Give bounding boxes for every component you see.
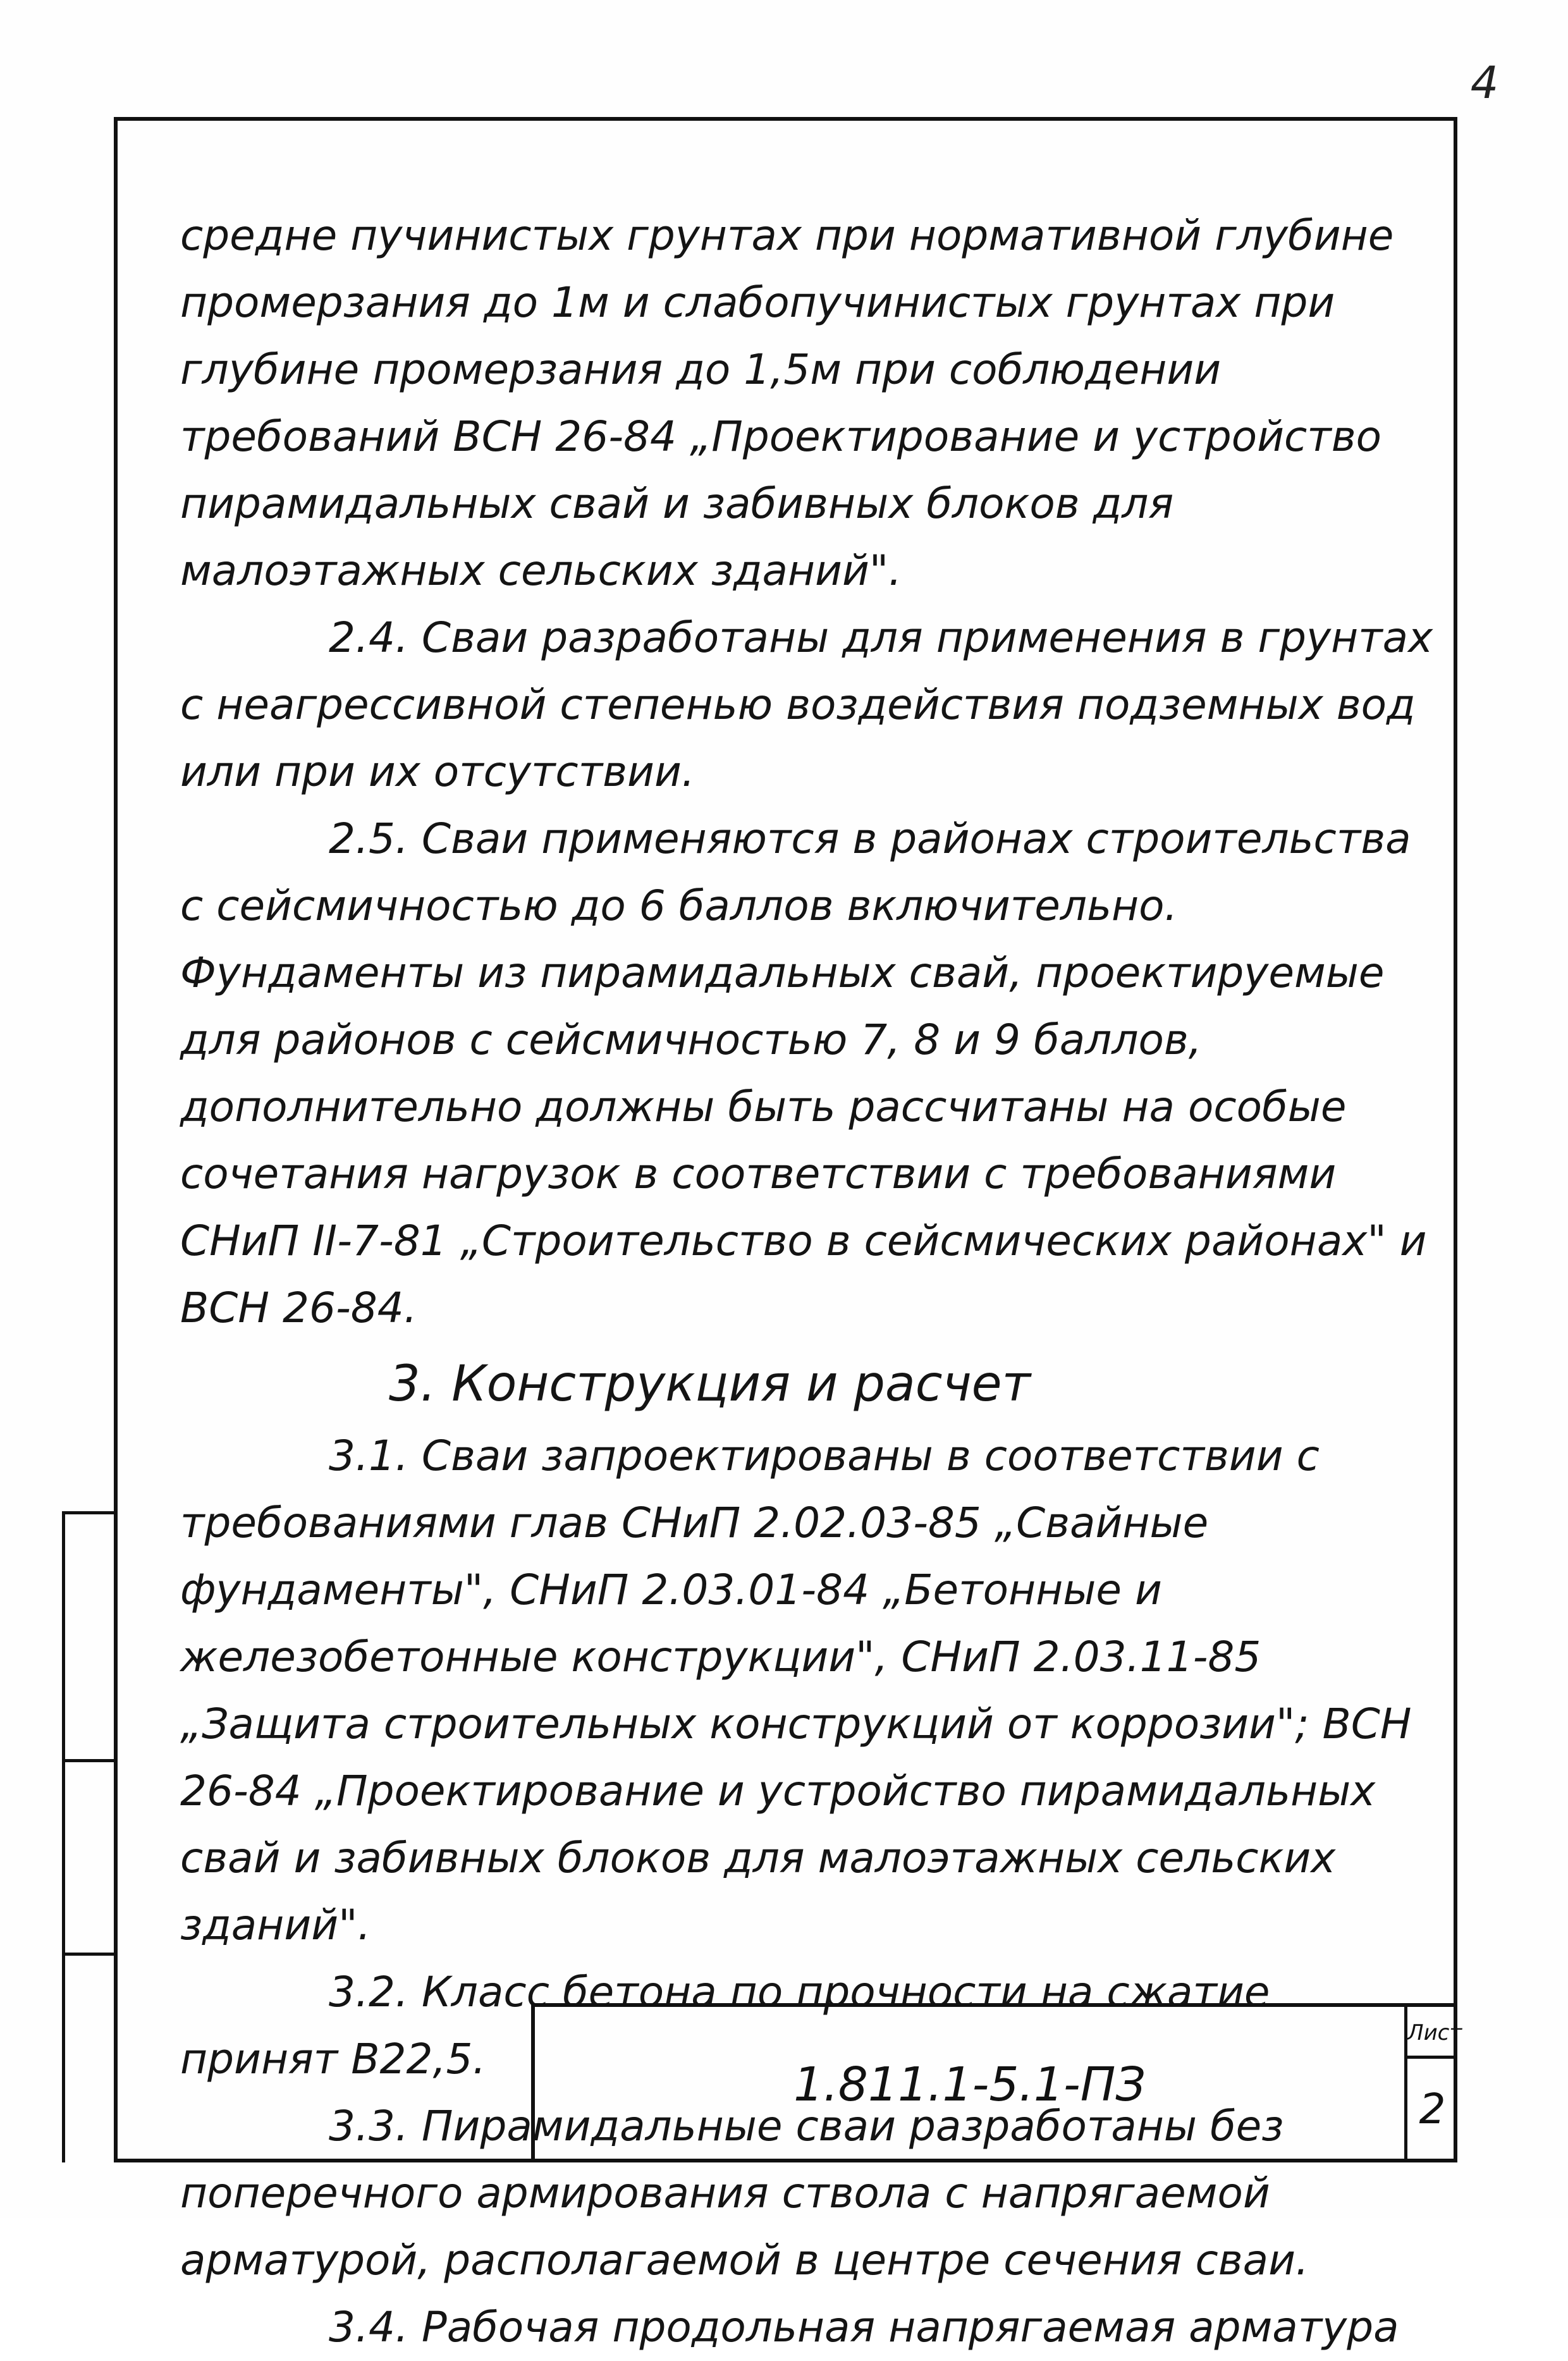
binding-divider <box>65 1953 117 1956</box>
title-block <box>531 2003 1462 2162</box>
paragraph-continuation: средне пучинистых грунтах при нормативной глубине промерзания до 1м и слабопучинистых грунтах при глубине промерзания до 1,5м при соблюдении требований ВСН 26-84 „Проектирование и устройство пирамидальных свай и забивных блоков для малоэтажных сельских зданий". <box>180 211 1394 595</box>
sheet-value: 2 <box>1419 2085 1446 2133</box>
paragraph-3-3: 3.3. Пирамидальные сваи разработаны без поперечного армирования ствола с напрягаемой арматурой, располагаемой в центре сечения сваи. <box>180 2102 1309 2284</box>
binding-strip <box>62 1511 114 2162</box>
binding-divider <box>65 1511 117 1514</box>
paragraph-2-5: 2.5. Сваи применяются в районах строительства с сейсмичностью до 6 баллов включительно. Фундаменты из пирамидальных свай, проектируемые для районов с сейсмичностью 7, 8 и 9 баллов, дополнительно должны быть рассчитаны на особые сочетания нагрузок в соответствии с требованиями СНиП II-7-81 „Строительство в сейсмических районах" и ВСН 26-84. <box>180 814 1427 1332</box>
sheet-cell <box>1404 2007 1462 2162</box>
paragraph-3-1: 3.1. Сваи запроектированы в соответствии с требованиями глав СНиП 2.02.03-85 „Свайные фундаменты", СНиП 2.03.01-84 „Бетонные и железобетонные конструкции", СНиП 2.03.11-85 „Защита строительных конструкций от коррозии"; ВСН 26-84 „Проектирование и устройство пирамидальных свай и забивных блоков для малоэтажных сельских зданий". <box>180 1432 1412 1949</box>
sheet-label: Лист <box>1407 2007 1457 2059</box>
section-3-title: 3. Конструкция и расчет <box>389 1356 1031 1413</box>
binding-divider <box>65 1759 117 1762</box>
paragraph-3-2: 3.2. Класс бетона по прочности на сжатие принят В22,5. <box>180 1968 1270 2083</box>
page-number: 4 <box>1470 57 1499 109</box>
paragraph-3-4: 3.4. Рабочая продольная напрягаемая арматура <box>329 2303 1399 2352</box>
paragraph-2-4: 2.4. Сваи разработаны для применения в грунтах с неагрессивной степенью воздействия подземных вод или при их отсутствии. <box>180 613 1433 796</box>
document-designation: 1.811.1-5.1-ПЗ <box>793 2057 1146 2112</box>
